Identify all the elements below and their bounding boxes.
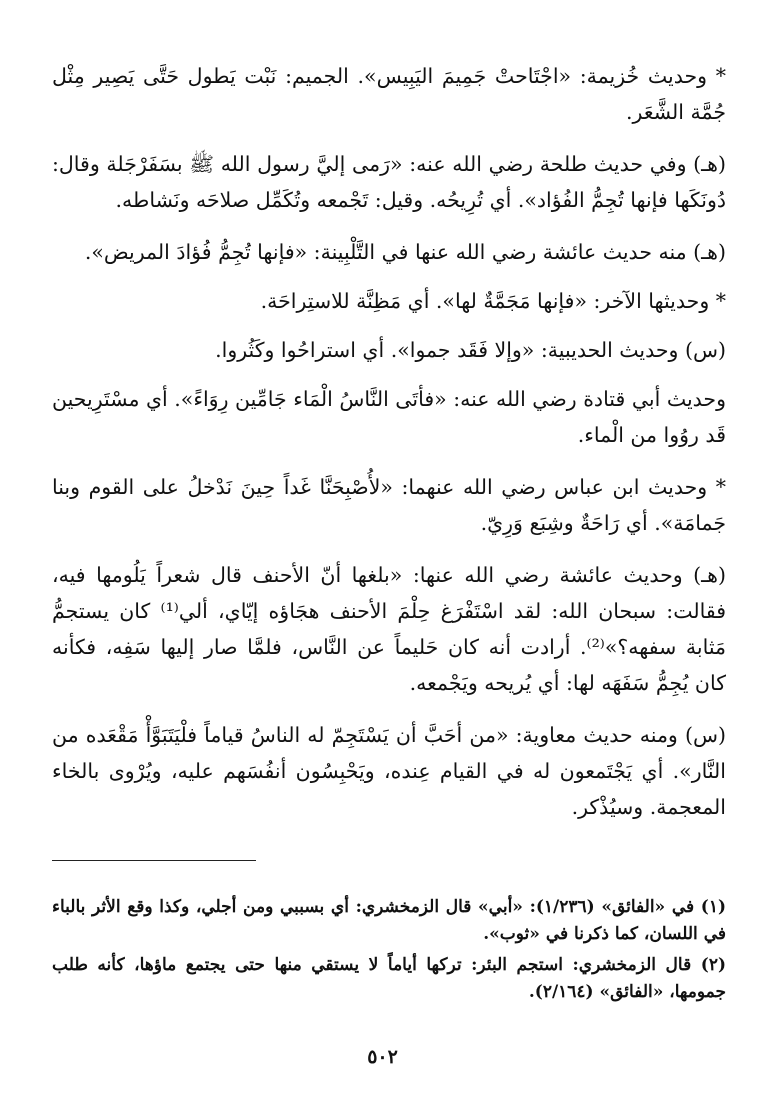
paragraph-ibn-abbas: * وحديث ابن عباس رضي الله عنهما: «لأُصْبِحَنَّا غَداً حِينَ نَدْخلُ على القوم وبنا جَمامَة». أي رَاحَةٌ وشِبَع وَرِيّ. [52, 475, 726, 535]
page-number: ٥٠٢ [367, 1046, 398, 1068]
footnotes [52, 894, 726, 1010]
footnote-divider [52, 860, 256, 861]
paragraph-hudaybiyah: (س) وحديث الحديبية: «وإلا فَقَد جموا». أي استراحُوا وكَثُروا. [215, 338, 726, 362]
paragraph-aisha-other: * وحديثها الآخر: «فإنها مَجَمَّةٌ لها». أي مَظِنَّة للاستِراحَة. [260, 289, 726, 313]
paragraph-muawiyah: (س) ومنه حديث معاوية: «من أحَبَّ أن يَسْتَجِمّ له الناسُ قياماً فلْيَتَبَوَّأْ مَقْعَده من النَّار». أي يَجْتَمعون له في القيام عِنده، ويَحْبِسُون أنفُسَهم عليه، ويُرْوى بالخاء المعجمة. وسيُذْكر. [52, 723, 726, 819]
paragraph-talha: (هـ) وفي حديث طلحة رضي الله عنه: «رَمى إليَّ رسول الله ﷺ بسَفَرْجَلة وقال: دُونَكَها فإنها تُجِمُّ الفُؤاد». أي تُرِيحُه. وقيل: تَجْمعه وتُكَمِّل صلاحَه ونَشاطه. [52, 152, 726, 212]
paragraph-aisha-ahnaf: (هـ) وحديث عائشة رضي الله عنها: «بلغها أنّ الأحنف قال شعراً يَلُومها فيه، فقالت: سبحان الله: لقد اسْتَفْرَغ حِلْمَ الأحنف هجَاؤه إيّاي، ألي⁽¹⁾ كان يستجمُّ مَثابة سفهه؟»⁽²⁾. أرادت أنه كان حَليماً عن النَّاس، فلمَّا صار إليها سَفِه، فكأنه كان يُجِمُّ سَفَهَه لها: أي يُريحه ويَجْمعه. [52, 563, 727, 695]
page-body [52, 58, 726, 1088]
footnote-1: (١) في «الفائق» (١/٢٣٦): «أبي» قال الزمخشري: أي بسببي ومن أجلي، وكذا وقع الأثر بالباء في اللسان، كما ذكرنا في «ثوب». [52, 897, 727, 944]
paragraph-abu-qatadah: وحديث أبي قتادة رضي الله عنه: «فأتَى النَّاسُ الْمَاء جَامِّين رِوَاءً». أي مسْتَرِيحين قَد روُوا من الْماء. [52, 387, 726, 447]
paragraph-aisha-talbina: (هـ) منه حديث عائشة رضي الله عنها في التَّلْبِينة: «فإنها تُجِمُّ فُؤادَ المريض». [84, 240, 726, 264]
footnote-2: (٢) قال الزمخشري: استجم البئر: تركها أياماً لا يستقي منها حتى يجتمع ماؤها، كأنه طلب جمومها، «الفائق» (٢/١٦٤). [52, 955, 726, 1002]
paragraph-khuzaymah: * وحديث خُزيمة: «اجْتَاحتْ جَمِيمَ اليَبِيس». الجميم: نَبْت يَطول حَتَّى يَصِير مِثْل جُمَّة الشَّعَر. [52, 64, 726, 124]
